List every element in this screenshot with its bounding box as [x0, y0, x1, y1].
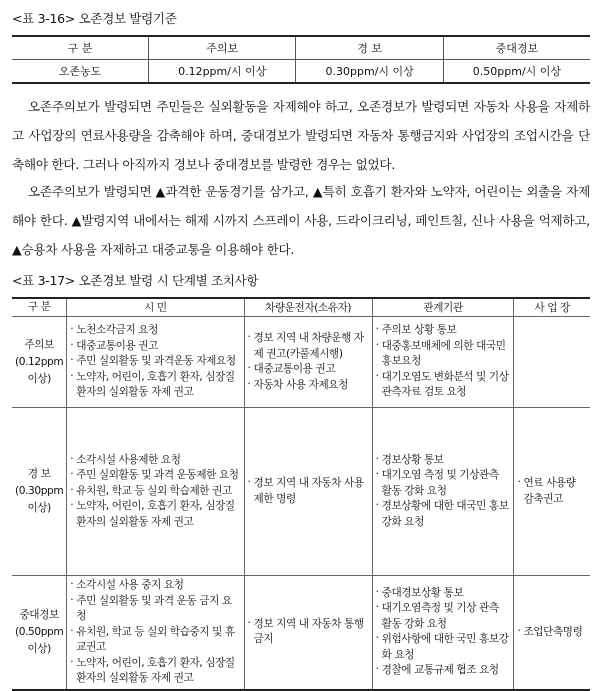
header-cell: 구 분: [12, 298, 67, 317]
list-item: · 노약자, 어린이, 호흡기 환자, 심장질환자의 실외활동 자제 권고: [70, 370, 240, 401]
list-item: · 유치원, 학교 등 실외 학습제한 권고: [70, 484, 240, 500]
driver-cell: [244, 317, 372, 408]
list-item: · 소각시설 사용 중지 요청: [70, 578, 240, 594]
header-cell: 구 분: [12, 36, 149, 60]
citizen-cell: [67, 317, 244, 408]
list-item: · 유치원, 학교 등 실외 학습중지 및 휴교권고: [70, 625, 240, 656]
business-cell: [514, 317, 590, 408]
level-name: 중대경보: [19, 608, 59, 621]
table-row: [12, 408, 590, 576]
header-cell: 관계기관: [372, 298, 514, 317]
level-name: 주의보: [24, 338, 54, 351]
table-row: [12, 576, 590, 690]
list-item: · 주의보 상황 통보: [376, 323, 511, 339]
list-item: · 소각시설 사용제한 요청: [70, 453, 240, 469]
list-item: · 대중홍보매체에 의한 대국민 홍보요청: [376, 339, 511, 370]
body-paragraph-1: 오존주의보가 발령되면 주민들은 실외활동을 자제해야 하고, 오존경보가 발령되면 자동차 사용을 자제하고 사업장의 연료사용량을 감축해야 하며, 중대경보가 발령되면 자동차 통행금지와 사업장의 조업시간을 단축해야 한다. 그러나 아직까지 경보나 중대경보를 발령한 경우는 없었다.: [12, 99, 590, 172]
list-item: · 노천소각금지 요청: [70, 323, 240, 339]
list-item: · 중대경보상황 통보: [376, 586, 511, 602]
threshold-warning: 0.30ppm/시 이상: [296, 60, 443, 84]
threshold-severe: 0.50ppm/시 이상: [443, 60, 590, 84]
table-row: [12, 60, 590, 84]
list-item: · 경보상황 통보: [376, 453, 511, 469]
level-cell: [12, 317, 67, 408]
list-item: · 대중교통이용 권고: [70, 339, 240, 355]
list-item: · 경찰에 교통규제 협조 요청: [376, 663, 511, 679]
level-threshold-suffix: 이상): [27, 502, 51, 514]
level-cell: [12, 576, 67, 690]
list-item: · 대기오염 측정 및 기상관측 활동 강화 요청: [376, 468, 511, 499]
table-header-row: [12, 298, 590, 317]
list-item: · 경보 지역 내 자동차 통행금지: [248, 617, 369, 648]
list-item: · 대기오염도 변화분석 및 기상관측자료 검토 요청: [376, 370, 511, 401]
header-cell: 중대경보: [443, 36, 590, 60]
agency-cell: [372, 317, 514, 408]
list-item: · 주민 실외활동 및 과격 운동제한 요청: [70, 468, 240, 484]
agency-cell: [372, 576, 514, 690]
list-item: · 경보상황에 대한 대국민 홍보강화 요청: [376, 499, 511, 530]
list-item: · 주민 실외활동 및 과격 운동 금지 요청: [70, 594, 240, 625]
header-cell: 차량운전자(소유자): [244, 298, 372, 317]
level-cell: [12, 408, 67, 576]
level-threshold-suffix: 이상): [27, 642, 51, 655]
table-caption-3-17: <표 3-17> 오존경보 발령 시 단계별 조치사항: [12, 273, 259, 288]
threshold-advisory: 0.12ppm/시 이상: [149, 60, 296, 84]
list-item: · 연료 사용량 감축권고: [517, 476, 587, 507]
table-row: [12, 317, 590, 408]
level-name: 경 보: [27, 468, 51, 480]
level-threshold: (0.30ppm: [15, 485, 64, 497]
table-caption-3-16: <표 3-16> 오존경보 발령기준: [12, 11, 177, 26]
level-threshold: (0.50ppm: [15, 625, 64, 638]
agency-cell: [372, 408, 514, 576]
list-item: · 대기오염측정 및 기상 관측 활동 강화 요청: [376, 601, 511, 632]
list-item: · 노약자, 어린이, 호흡기 환자, 심장질환자의 실외활동 자제 권고: [70, 656, 240, 687]
list-item: · 자동차 사용 자제요청: [248, 378, 369, 394]
list-item: · 위험사항에 대한 국민 홍보강화 요청: [376, 632, 511, 663]
header-cell: 경 보: [296, 36, 443, 60]
driver-cell: [244, 576, 372, 690]
citizen-cell: [67, 408, 244, 576]
list-item: · 대중교통이용 권고: [248, 362, 369, 378]
ozone-actions-table: [12, 297, 590, 691]
header-cell: 시 민: [67, 298, 244, 317]
citizen-cell: [67, 576, 244, 690]
business-cell: [514, 576, 590, 690]
list-item: · 경보 지역 내 자동차 사용제한 명령: [248, 476, 369, 507]
level-threshold-suffix: 이상): [27, 372, 51, 385]
list-item: · 경보 지역 내 차량운행 자제 권고(카풀제시행): [248, 331, 369, 362]
table-header-row: [12, 36, 590, 60]
driver-cell: [244, 408, 372, 576]
list-item: · 노약자, 어린이, 호흡기 환자, 심장질환자의 실외활동 자제 권고: [70, 499, 240, 530]
level-threshold: (0.12ppm: [15, 355, 64, 368]
list-item: · 조업단축명령: [517, 625, 587, 641]
body-paragraph-2: 오존주의보가 발령되면 ▲과격한 운동경기를 삼가고, ▲특히 호흡기 환자와 노약자, 어린이는 외출을 자제해야 한다. ▲발령지역 내에서는 해제 시까지 스프레이 사용, 드라이크리닝, 페인트칠, 신나 사용을 억제하고, ▲승용차 사용을 자제하고 대중교통을 이용해야 한다.: [12, 184, 590, 257]
row-label: 오존농도: [12, 60, 149, 84]
header-cell: 사 업 장: [514, 298, 590, 317]
list-item: · 주민 실외활동 및 과격운동 자제요청: [70, 354, 240, 370]
header-cell: 주의보: [149, 36, 296, 60]
business-cell: [514, 408, 590, 576]
ozone-criteria-table: [12, 35, 590, 84]
